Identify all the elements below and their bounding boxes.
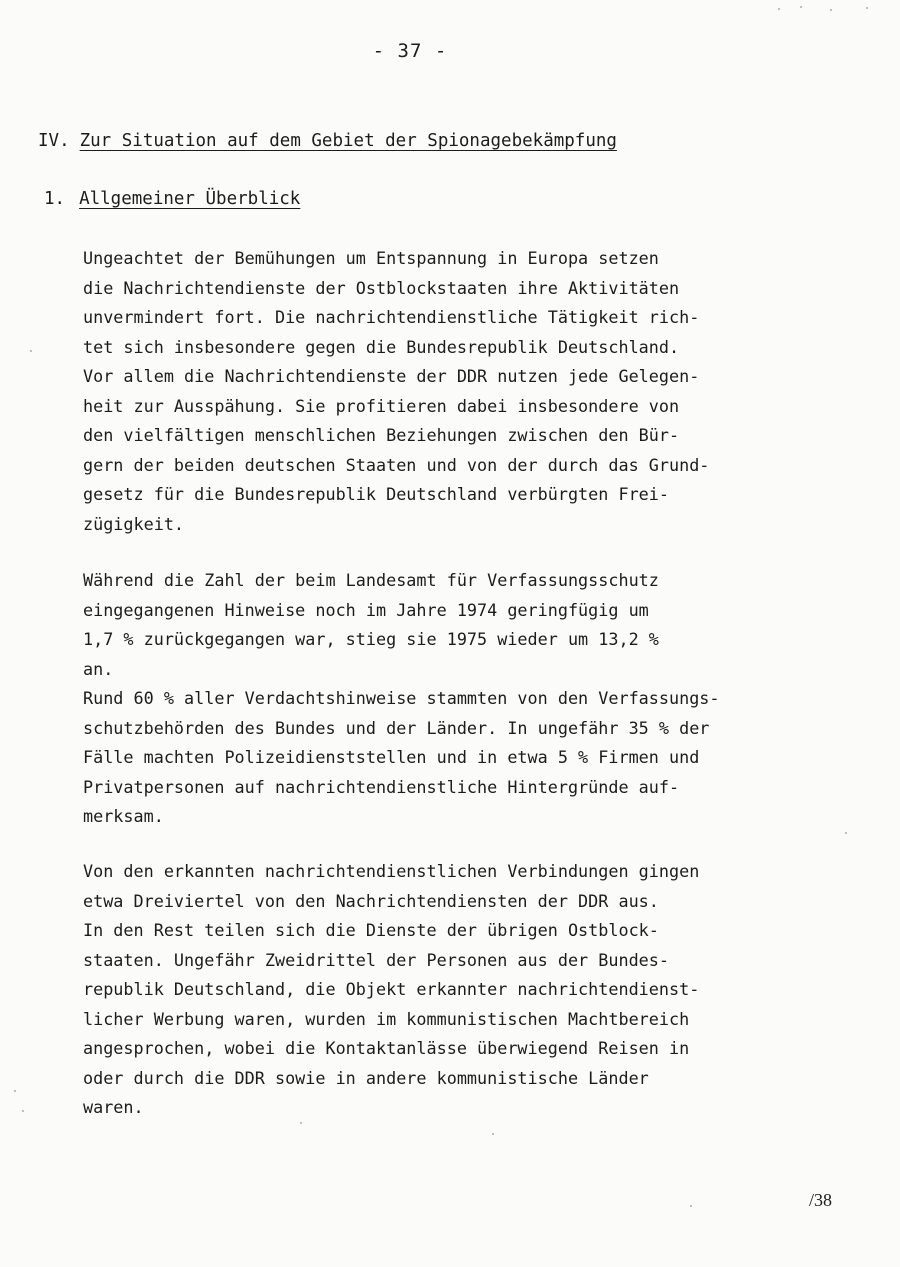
paragraph-line: Vor allem die Nachrichtendienste der DDR nutzen jede Gelegen- [83, 366, 700, 386]
page-number: - 37 - [372, 40, 448, 62]
paragraph-line: In den Rest teilen sich die Dienste der übrigen Ostblock- [83, 920, 659, 940]
scan-speck [300, 1122, 302, 1124]
scan-speck [30, 350, 32, 352]
paragraph-line: tet sich insbesondere gegen die Bundesrepublik Deutschland. [83, 336, 680, 357]
paragraph-line: gesetz für die Bundesrepublik Deutschland verbürgten Frei- [83, 484, 669, 504]
scan-speck [22, 1110, 24, 1112]
paragraph-line: oder durch die DDR sowie in andere kommunistische Länder [83, 1067, 649, 1088]
scan-speck [492, 1133, 494, 1135]
paragraph-line: etwa Dreiviertel von den Nachrichtendiensten der DDR aus. [83, 890, 659, 911]
paragraph-overview-intro [83, 244, 843, 539]
scan-speck [830, 9, 832, 11]
paragraph-line: unvermindert fort. Die nachrichtendienstliche Tätigkeit rich- [83, 307, 700, 327]
paragraph-line: Rund 60 % aller Verdachtshinweise stammten von den Verfassungs- [83, 688, 720, 708]
paragraph-connections [83, 857, 843, 1123]
section-number: IV. [38, 131, 70, 151]
subsection-number: 1. [44, 189, 66, 209]
section-title: Zur Situation auf dem Gebiet der Spionagebekämpfung [79, 131, 617, 151]
paragraph-line: den vielfältigen menschlichen Beziehungen zwischen den Bür- [83, 425, 680, 445]
paragraph-line: schutzbehörden des Bundes und der Länder. In ungefähr 35 % der [83, 717, 710, 738]
paragraph-line: eingegangenen Hinweise noch im Jahre 1974 geringfügig um [83, 599, 649, 620]
paragraph-line: heit zur Ausspähung. Sie profitieren dabei insbesondere von [83, 395, 680, 416]
scan-speck [845, 832, 847, 834]
scan-speck [690, 1205, 692, 1207]
paragraph-line: Privatpersonen auf nachrichtendienstliche Hintergründe auf- [83, 776, 680, 797]
paragraph-line: an. [83, 658, 114, 679]
paragraph-line: waren. [83, 1097, 144, 1117]
scan-speck [778, 8, 780, 10]
scan-speck [866, 7, 868, 9]
paragraph-line: merksam. [83, 806, 164, 826]
paragraph-line: licher Werbung waren, wurden im kommunistischen Machtbereich [83, 1008, 690, 1029]
paragraph-line: staaten. Ungefähr Zweidrittel der Personen aus der Bundes- [83, 949, 669, 970]
paragraph-line: Fälle machten Polizeidienststellen und in etwa 5 % Firmen und [83, 747, 700, 767]
paragraph-line: Von den erkannten nachrichtendienstlichen Verbindungen gingen [83, 861, 700, 881]
subsection-title: Allgemeiner Überblick [79, 189, 301, 209]
paragraph-line: angesprochen, wobei die Kontaktanlässe überwiegend Reisen in [83, 1038, 690, 1058]
paragraph-statistics [83, 566, 843, 832]
section-heading [38, 131, 617, 151]
paragraph-line: 1,7 % zurückgegangen war, stieg sie 1975 wieder um 13,2 % [83, 629, 659, 649]
scan-speck [14, 1090, 16, 1092]
paragraph-line: Ungeachtet der Bemühungen um Entspannung in Europa setzen [83, 248, 659, 268]
paragraph-line: republik Deutschland, die Objekt erkannter nachrichtendienst- [83, 979, 700, 999]
continuation-page-marker: /38 [808, 1190, 832, 1210]
paragraph-line: gern der beiden deutschen Staaten und von der durch das Grund- [83, 454, 710, 475]
paragraph-line: zügigkeit. [83, 513, 185, 534]
scan-speck [800, 6, 802, 8]
subsection-heading [44, 189, 300, 209]
paragraph-line: Während die Zahl der beim Landesamt für Verfassungsschutz [83, 570, 659, 590]
paragraph-line: die Nachrichtendienste der Ostblockstaaten ihre Aktivitäten [83, 277, 680, 298]
